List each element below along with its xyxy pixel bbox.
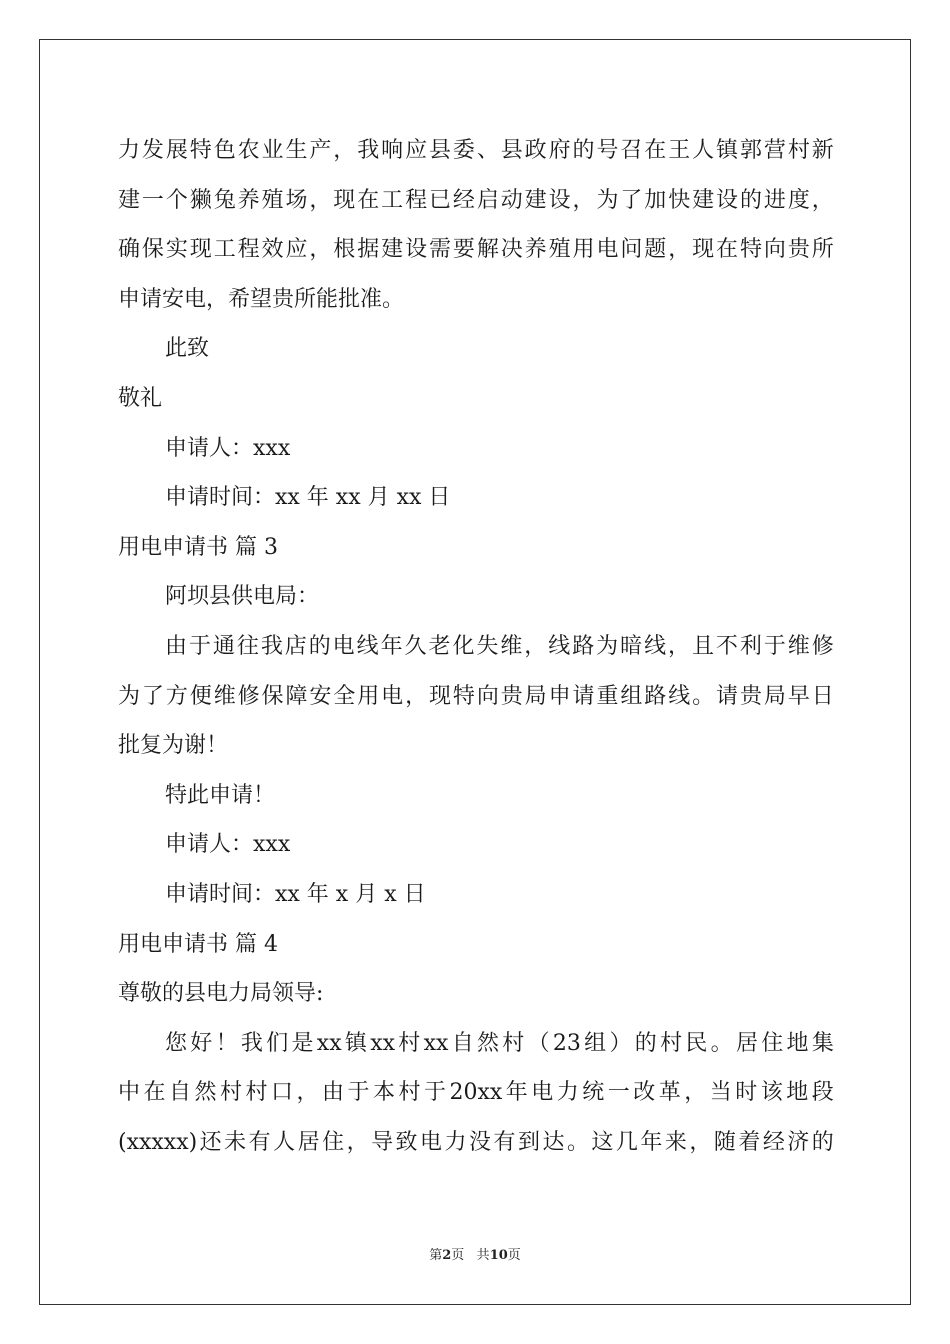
glyph: 老 — [428, 633, 451, 659]
paragraph-line — [118, 1068, 834, 1118]
glyph: 我 — [240, 1030, 263, 1056]
glyph: ， — [333, 138, 356, 163]
glyph: 贵 — [787, 237, 810, 263]
glyph: 启 — [476, 187, 499, 213]
glyph: 、 — [476, 138, 499, 163]
glyph: 镇 — [716, 138, 739, 163]
glyph: 养 — [524, 237, 547, 263]
glyph: 实 — [165, 237, 188, 263]
glyph: 养 — [237, 187, 260, 213]
glyph: 局 — [524, 683, 547, 709]
glyph: 达 — [542, 1129, 565, 1155]
glyph: 维 — [213, 683, 236, 709]
glyph: 导 — [371, 1129, 394, 1155]
glyph: 村 — [220, 1080, 243, 1106]
glyph: 修 — [237, 683, 260, 709]
glyph: 度 — [787, 187, 810, 213]
glyph: 现 — [428, 683, 451, 709]
glyph: 了 — [141, 683, 164, 709]
glyph: 然 — [194, 1080, 217, 1106]
glyph: 在 — [716, 237, 739, 263]
glyph: 应 — [405, 138, 428, 163]
glyph: 由 — [165, 633, 188, 659]
glyph: 日 — [811, 683, 834, 709]
glyph: 府 — [548, 138, 571, 163]
section-heading: 用电申请书 篇 4 — [118, 931, 278, 957]
glyph: xx — [423, 1030, 449, 1056]
paragraph-line: 批复为谢！ — [118, 733, 229, 759]
paragraph-line — [118, 126, 834, 176]
glyph: 在 — [143, 1080, 166, 1106]
glyph: 的 — [811, 1129, 834, 1155]
glyph: 这 — [591, 1129, 614, 1155]
glyph: 线 — [668, 683, 691, 709]
glyph: 所 — [811, 237, 834, 263]
glyph: 在 — [644, 138, 667, 163]
glyph: 贵 — [500, 683, 523, 709]
glyph: ， — [524, 633, 547, 659]
glyph: 年 — [640, 1129, 663, 1155]
glyph: 然 — [477, 1030, 500, 1056]
glyph: 政 — [524, 138, 547, 163]
glyph: 为 — [118, 683, 141, 709]
glyph: 郭 — [739, 138, 762, 163]
paragraph-line — [118, 225, 834, 275]
glyph: 障 — [285, 683, 308, 709]
glyph: 贵 — [739, 683, 762, 709]
glyph: 设 — [405, 237, 428, 263]
glyph: 居 — [297, 1129, 320, 1155]
glyph: 建 — [118, 187, 141, 213]
glyph: 殖 — [261, 187, 284, 213]
glyph: 问 — [620, 237, 643, 263]
glyph: 由 — [322, 1080, 345, 1106]
glyph: ！ — [215, 1030, 238, 1056]
glyph: 不 — [715, 633, 738, 659]
glyph: 力 — [118, 138, 141, 163]
glyph: 用 — [357, 683, 380, 709]
glyph: 已 — [428, 187, 451, 213]
glyph: 在 — [357, 187, 380, 213]
application-date-line: 申请时间：xx 年 xx 月 xx 日 — [165, 485, 451, 511]
document-body — [118, 126, 834, 1167]
glyph: 保 — [141, 237, 164, 263]
glyph: 一 — [141, 187, 164, 213]
glyph: 您 — [165, 1030, 188, 1056]
glyph: 于 — [763, 633, 786, 659]
glyph: 建 — [692, 187, 715, 213]
glyph: 失 — [476, 633, 499, 659]
glyph: xx — [370, 1030, 396, 1056]
page-prefix: 第 — [429, 1248, 443, 1263]
glyph: 电 — [381, 683, 404, 709]
glyph: 几 — [615, 1129, 638, 1155]
glyph: 路 — [572, 633, 595, 659]
glyph: 召 — [620, 138, 643, 163]
glyph: 动 — [500, 187, 523, 213]
closing-regards: 敬礼 — [118, 385, 163, 411]
glyph: 保 — [261, 683, 284, 709]
glyph: 镇 — [344, 1030, 367, 1056]
glyph: 工 — [213, 237, 236, 263]
glyph: （ — [527, 1030, 550, 1056]
glyph: 年 — [380, 633, 403, 659]
glyph: 决 — [500, 237, 523, 263]
glyph: 段 — [811, 1080, 834, 1106]
glyph: 人 — [692, 138, 715, 163]
glyph: 自 — [169, 1080, 192, 1106]
glyph: 农 — [237, 138, 260, 163]
glyph: 致 — [395, 1129, 418, 1155]
glyph: 组 — [584, 1030, 607, 1056]
glyph: 有 — [248, 1129, 271, 1155]
glyph: 号 — [596, 138, 619, 163]
glyph: 们 — [266, 1030, 289, 1056]
glyph: 中 — [118, 1080, 141, 1106]
glyph: 方 — [165, 683, 188, 709]
glyph: 一 — [607, 1080, 630, 1106]
glyph: 到 — [517, 1129, 540, 1155]
glyph: 利 — [739, 633, 762, 659]
glyph: 向 — [763, 237, 786, 263]
glyph: ， — [296, 1080, 319, 1106]
glyph: 特 — [452, 683, 475, 709]
glyph: 力 — [556, 1080, 579, 1106]
glyph: 向 — [476, 683, 499, 709]
closing-salutation: 此致 — [165, 336, 210, 362]
applicant-line: 申请人：xxx — [165, 832, 291, 858]
glyph: 好 — [190, 1030, 213, 1056]
glyph: 往 — [236, 633, 259, 659]
glyph: 要 — [452, 237, 475, 263]
glyph: 营 — [763, 138, 786, 163]
glyph: 特 — [739, 237, 762, 263]
recipient-line: 阿坝县供电局： — [165, 584, 320, 610]
glyph: 济 — [787, 1129, 810, 1155]
total-prefix: 共 — [476, 1248, 490, 1263]
glyph: 委 — [452, 138, 475, 163]
applicant-line: 申请人：xxx — [165, 435, 291, 461]
glyph: ， — [684, 1080, 707, 1106]
glyph: 该 — [760, 1080, 783, 1106]
glyph: 色 — [213, 138, 236, 163]
glyph: 獭 — [189, 187, 212, 213]
glyph: 现 — [333, 187, 356, 213]
glyph: xx — [316, 1030, 342, 1056]
glyph: 响 — [381, 138, 404, 163]
glyph: 本 — [373, 1080, 396, 1106]
total-suffix: 页 — [507, 1248, 521, 1263]
glyph: 未 — [224, 1129, 247, 1155]
glyph: 自 — [451, 1030, 474, 1056]
glyph: 确 — [118, 237, 141, 263]
glyph: 的 — [634, 1030, 657, 1056]
glyph: 申 — [548, 683, 571, 709]
glyph: 的 — [572, 138, 595, 163]
glyph: 有 — [493, 1129, 516, 1155]
glyph: 我 — [357, 138, 380, 163]
glyph: 题 — [644, 237, 667, 263]
glyph: 经 — [452, 187, 475, 213]
glyph: 地 — [786, 1030, 809, 1056]
glyph: 口 — [271, 1080, 294, 1106]
recipient-line: 尊敬的县电力局领导: — [118, 981, 324, 1007]
glyph: ， — [346, 1129, 369, 1155]
paragraph-line — [118, 1019, 834, 1069]
glyph: 展 — [165, 138, 188, 163]
glyph: 设 — [548, 187, 571, 213]
glyph: ， — [689, 1129, 712, 1155]
glyph: ） — [609, 1030, 632, 1056]
glyph: 于 — [347, 1080, 370, 1106]
glyph: 特 — [189, 138, 212, 163]
glyph: 为 — [596, 187, 619, 213]
paragraph-line — [118, 1118, 834, 1168]
glyph: 王 — [668, 138, 691, 163]
application-date-line: 申请时间：xx 年 x 月 x 日 — [165, 881, 426, 907]
glyph: 程 — [405, 187, 428, 213]
glyph: 效 — [261, 237, 284, 263]
glyph: 电 — [596, 237, 619, 263]
glyph: 安 — [309, 683, 332, 709]
glyph: ， — [572, 187, 595, 213]
glyph: (xxxxx) — [118, 1129, 198, 1155]
glyph: 为 — [596, 633, 619, 659]
glyph: 住 — [322, 1129, 345, 1155]
glyph: 快 — [668, 187, 691, 213]
glyph: 进 — [763, 187, 786, 213]
glyph: 重 — [596, 683, 619, 709]
glyph: 现 — [692, 237, 715, 263]
glyph: 村 — [398, 1030, 421, 1056]
glyph: 通 — [212, 633, 235, 659]
glyph: 民 — [685, 1030, 708, 1056]
glyph: 随 — [713, 1129, 736, 1155]
glyph: ， — [309, 187, 332, 213]
paragraph-line — [118, 622, 834, 672]
glyph: 23 — [552, 1030, 581, 1056]
glyph: 还 — [199, 1129, 222, 1155]
glyph: 电 — [332, 633, 355, 659]
glyph: ， — [668, 633, 691, 659]
glyph: 是 — [291, 1030, 314, 1056]
glyph: 建 — [524, 187, 547, 213]
closing-phrase: 特此申请！ — [165, 782, 276, 808]
glyph: 着 — [738, 1129, 761, 1155]
glyph: 新 — [811, 138, 834, 163]
page-suffix: 页 — [451, 1248, 465, 1263]
glyph: 村 — [502, 1030, 525, 1056]
glyph: 早 — [787, 683, 810, 709]
glyph: 设 — [716, 187, 739, 213]
section-heading: 用电申请书 篇 3 — [118, 534, 278, 560]
glyph: 路 — [644, 683, 667, 709]
glyph: 维 — [500, 633, 523, 659]
glyph: 维 — [787, 633, 810, 659]
glyph: 没 — [469, 1129, 492, 1155]
glyph: 。 — [710, 1030, 733, 1056]
glyph: 根 — [333, 237, 356, 263]
glyph: 集 — [811, 1030, 834, 1056]
glyph: 暗 — [620, 633, 643, 659]
glyph: 兔 — [213, 187, 236, 213]
glyph: 发 — [141, 138, 164, 163]
glyph: 于 — [424, 1080, 447, 1106]
glyph: 个 — [165, 187, 188, 213]
glyph: 。 — [566, 1129, 589, 1155]
glyph: 革 — [658, 1080, 681, 1106]
glyph: 解 — [476, 237, 499, 263]
glyph: 程 — [237, 237, 260, 263]
page-footer — [0, 1246, 950, 1266]
glyph: 应 — [285, 237, 308, 263]
glyph: 场 — [285, 187, 308, 213]
glyph: 店 — [284, 633, 307, 659]
total-pages: 10 — [489, 1248, 508, 1263]
glyph: 年 — [505, 1080, 528, 1106]
glyph: 我 — [260, 633, 283, 659]
glyph: 线 — [356, 633, 379, 659]
glyph: 人 — [273, 1129, 296, 1155]
glyph: 据 — [357, 237, 380, 263]
glyph: 的 — [308, 633, 331, 659]
glyph: 请 — [716, 683, 739, 709]
glyph: 业 — [261, 138, 284, 163]
glyph: 现 — [189, 237, 212, 263]
glyph: 工 — [381, 187, 404, 213]
glyph: 电 — [420, 1129, 443, 1155]
glyph: 村 — [245, 1080, 268, 1106]
glyph: 统 — [582, 1080, 605, 1106]
paragraph-line: 申请安电，希望贵所能批准。 — [118, 286, 405, 312]
glyph: 生 — [285, 138, 308, 163]
glyph: 村 — [787, 138, 810, 163]
glyph: ， — [405, 683, 428, 709]
glyph: 经 — [762, 1129, 785, 1155]
glyph: 修 — [811, 633, 834, 659]
paragraph-line — [118, 176, 834, 226]
glyph: 化 — [452, 633, 475, 659]
glyph: 组 — [620, 683, 643, 709]
glyph: 加 — [644, 187, 667, 213]
paragraph-line — [118, 672, 834, 722]
glyph: 地 — [786, 1080, 809, 1106]
glyph: 请 — [572, 683, 595, 709]
glyph: 建 — [381, 237, 404, 263]
glyph: 线 — [644, 633, 667, 659]
glyph: 便 — [189, 683, 212, 709]
page-number: 2 — [442, 1248, 452, 1263]
glyph: 时 — [735, 1080, 758, 1106]
glyph: 住 — [761, 1030, 784, 1056]
glyph: 殖 — [548, 237, 571, 263]
glyph: 村 — [398, 1080, 421, 1106]
glyph: 了 — [620, 187, 643, 213]
glyph: 线 — [548, 633, 571, 659]
glyph: 居 — [735, 1030, 758, 1056]
glyph: ， — [811, 187, 834, 213]
glyph: ， — [309, 237, 332, 263]
glyph: 的 — [739, 187, 762, 213]
glyph: 。 — [692, 683, 715, 709]
glyph: 村 — [660, 1030, 683, 1056]
glyph: 改 — [633, 1080, 656, 1106]
glyph: 且 — [691, 633, 714, 659]
glyph: 于 — [188, 633, 211, 659]
glyph: 县 — [428, 138, 451, 163]
glyph: 产 — [309, 138, 332, 163]
glyph: 力 — [444, 1129, 467, 1155]
glyph: 久 — [404, 633, 427, 659]
glyph: 当 — [709, 1080, 732, 1106]
glyph: 电 — [531, 1080, 554, 1106]
glyph: 全 — [333, 683, 356, 709]
glyph: 县 — [500, 138, 523, 163]
glyph: 20xx — [449, 1080, 503, 1106]
glyph: ， — [668, 237, 691, 263]
glyph: 需 — [428, 237, 451, 263]
glyph: 局 — [763, 683, 786, 709]
glyph: 用 — [572, 237, 595, 263]
glyph: 来 — [664, 1129, 687, 1155]
